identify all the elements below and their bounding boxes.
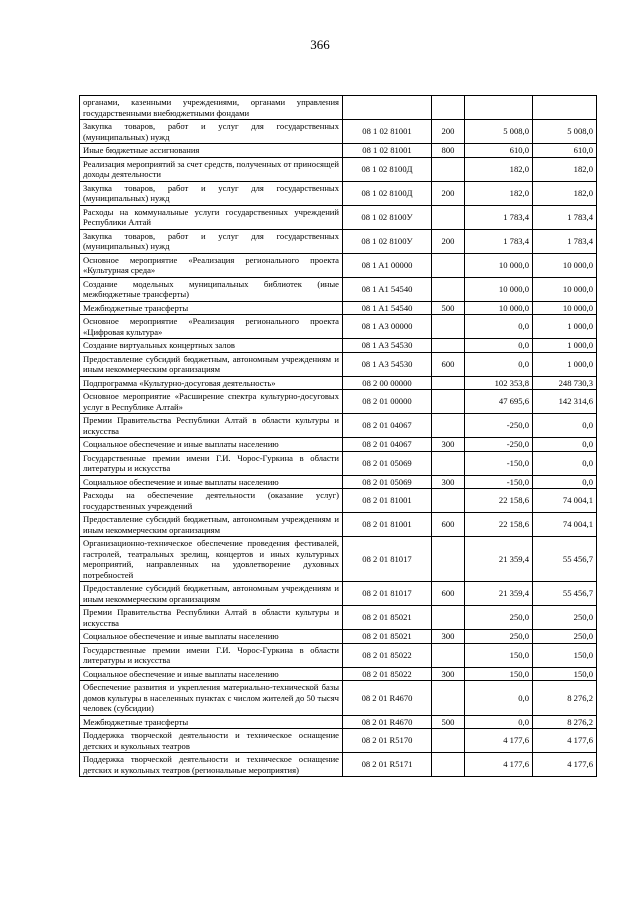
amount-second-cell: 10 000,0	[533, 277, 597, 301]
amount-first-cell: 4 177,6	[465, 753, 533, 777]
expense-type-cell	[432, 390, 465, 414]
amount-second-cell: 0,0	[533, 414, 597, 438]
table-row	[80, 315, 597, 339]
table-row	[80, 253, 597, 277]
expense-type-cell: 600	[432, 582, 465, 606]
target-article-code-cell: 08 2 01 85022	[343, 643, 432, 667]
table-row	[80, 489, 597, 513]
expense-type-cell	[432, 277, 465, 301]
table-row	[80, 339, 597, 353]
amount-first-cell: 1 783,4	[465, 205, 533, 229]
amount-first-cell: 102 353,8	[465, 376, 533, 390]
amount-first-cell: 21 359,4	[465, 537, 533, 582]
table-row	[80, 606, 597, 630]
expense-type-cell: 600	[432, 352, 465, 376]
target-article-code-cell: 08 1 A3 54530	[343, 352, 432, 376]
amount-first-cell: 47 695,6	[465, 390, 533, 414]
expense-name-cell: Премии Правительства Республики Алтай в области культуры и искусства	[80, 414, 343, 438]
expense-name-cell: Создание модельных муниципальных библиотек (иные межбюджетные трансферты)	[80, 277, 343, 301]
target-article-code-cell: 08 2 01 04067	[343, 438, 432, 452]
table-row	[80, 277, 597, 301]
expense-type-cell	[432, 96, 465, 120]
table-row	[80, 96, 597, 120]
amount-second-cell: 182,0	[533, 157, 597, 181]
target-article-code-cell: 08 1 02 8100У	[343, 205, 432, 229]
amount-second-cell: 8 276,2	[533, 681, 597, 716]
expense-name-cell: Создание виртуальных концертных залов	[80, 339, 343, 353]
table-row	[80, 157, 597, 181]
expense-name-cell: Закупка товаров, работ и услуг для государственных (муниципальных) нужд	[80, 229, 343, 253]
table-row	[80, 537, 597, 582]
expense-name-cell: Закупка товаров, работ и услуг для государственных (муниципальных) нужд	[80, 181, 343, 205]
expense-name-cell: Основное мероприятие «Реализация регионального проекта «Культурная среда»	[80, 253, 343, 277]
target-article-code-cell: 08 2 01 00000	[343, 390, 432, 414]
table-row	[80, 205, 597, 229]
table-row	[80, 352, 597, 376]
expense-name-cell: Социальное обеспечение и иные выплаты населению	[80, 475, 343, 489]
amount-second-cell: 55 456,7	[533, 582, 597, 606]
expense-type-cell	[432, 606, 465, 630]
amount-first-cell: 10 000,0	[465, 301, 533, 315]
table-row	[80, 582, 597, 606]
table-row	[80, 681, 597, 716]
expense-type-cell: 300	[432, 667, 465, 681]
expense-name-cell: Реализация мероприятий за счет средств, полученных от приносящей доходы деятельности	[80, 157, 343, 181]
target-article-code-cell: 08 1 A1 00000	[343, 253, 432, 277]
expense-type-cell: 200	[432, 229, 465, 253]
expense-name-cell: Социальное обеспечение и иные выплаты населению	[80, 667, 343, 681]
expense-type-cell: 300	[432, 475, 465, 489]
amount-second-cell: 610,0	[533, 144, 597, 158]
target-article-code-cell: 08 2 01 R5171	[343, 753, 432, 777]
table-row	[80, 181, 597, 205]
table-row	[80, 643, 597, 667]
expense-type-cell	[432, 489, 465, 513]
expense-type-cell: 500	[432, 715, 465, 729]
target-article-code-cell: 08 2 01 05069	[343, 475, 432, 489]
expense-type-cell	[432, 339, 465, 353]
amount-first-cell: -150,0	[465, 451, 533, 475]
amount-second-cell: 142 314,6	[533, 390, 597, 414]
amount-second-cell: 182,0	[533, 181, 597, 205]
amount-second-cell: 1 000,0	[533, 339, 597, 353]
budget-table-body	[80, 96, 597, 777]
amount-second-cell: 4 177,6	[533, 753, 597, 777]
table-row	[80, 667, 597, 681]
target-article-code-cell: 08 2 01 81017	[343, 537, 432, 582]
table-row	[80, 414, 597, 438]
expense-type-cell	[432, 753, 465, 777]
target-article-code-cell: 08 1 A3 00000	[343, 315, 432, 339]
amount-second-cell: 8 276,2	[533, 715, 597, 729]
amount-first-cell: 21 359,4	[465, 582, 533, 606]
amount-second-cell: 1 000,0	[533, 315, 597, 339]
page-number: 366	[310, 37, 330, 52]
expense-name-cell: Межбюджетные трансферты	[80, 301, 343, 315]
target-article-code-cell: 08 1 02 8100Д	[343, 181, 432, 205]
expense-type-cell: 800	[432, 144, 465, 158]
amount-second-cell: 1 783,4	[533, 205, 597, 229]
amount-first-cell: 0,0	[465, 315, 533, 339]
table-row	[80, 120, 597, 144]
expense-type-cell	[432, 315, 465, 339]
table-row	[80, 390, 597, 414]
target-article-code-cell: 08 1 A3 54530	[343, 339, 432, 353]
expense-name-cell: Расходы на обеспечение деятельности (оказание услуг) государственных учреждений	[80, 489, 343, 513]
amount-second-cell: 5 008,0	[533, 120, 597, 144]
expense-type-cell: 300	[432, 438, 465, 452]
expense-type-cell	[432, 451, 465, 475]
expense-name-cell: Закупка товаров, работ и услуг для государственных (муниципальных) нужд	[80, 120, 343, 144]
amount-first-cell: 150,0	[465, 667, 533, 681]
target-article-code-cell: 08 1 02 8100Д	[343, 157, 432, 181]
expense-type-cell: 200	[432, 120, 465, 144]
amount-second-cell: 250,0	[533, 606, 597, 630]
amount-second-cell: 74 004,1	[533, 513, 597, 537]
expense-name-cell: Социальное обеспечение и иные выплаты населению	[80, 630, 343, 644]
target-article-code-cell: 08 2 01 81017	[343, 582, 432, 606]
target-article-code-cell: 08 2 01 05069	[343, 451, 432, 475]
expense-name-cell: Поддержка творческой деятельности и техническое оснащение детских и кукольных театров	[80, 729, 343, 753]
expense-name-cell: Поддержка творческой деятельности и техническое оснащение детских и кукольных театров (региональные мероприятия)	[80, 753, 343, 777]
target-article-code-cell: 08 2 01 81001	[343, 513, 432, 537]
expense-type-cell	[432, 157, 465, 181]
expense-type-cell: 200	[432, 181, 465, 205]
amount-first-cell: 1 783,4	[465, 229, 533, 253]
budget-table	[79, 95, 597, 777]
expense-type-cell	[432, 729, 465, 753]
target-article-code-cell: 08 2 01 R4670	[343, 715, 432, 729]
expense-name-cell: Предоставление субсидий бюджетным, автономным учреждениям и иным некоммерческим организациям	[80, 352, 343, 376]
amount-second-cell: 248 730,3	[533, 376, 597, 390]
expense-name-cell: Межбюджетные трансферты	[80, 715, 343, 729]
amount-first-cell: 150,0	[465, 643, 533, 667]
target-article-code-cell: 08 1 A1 54540	[343, 301, 432, 315]
expense-name-cell: Иные бюджетные ассигнования	[80, 144, 343, 158]
amount-second-cell: 150,0	[533, 643, 597, 667]
amount-first-cell: 0,0	[465, 681, 533, 716]
expense-type-cell	[432, 376, 465, 390]
target-article-code-cell: 08 1 02 8100У	[343, 229, 432, 253]
amount-second-cell: 1 000,0	[533, 352, 597, 376]
amount-first-cell: 22 158,6	[465, 513, 533, 537]
expense-type-cell	[432, 537, 465, 582]
expense-name-cell: Предоставление субсидий бюджетным, автономным учреждениям и иным некоммерческим организациям	[80, 582, 343, 606]
amount-second-cell: 10 000,0	[533, 301, 597, 315]
target-article-code-cell: 08 2 01 85021	[343, 606, 432, 630]
expense-type-cell: 600	[432, 513, 465, 537]
expense-name-cell: Основное мероприятие «Расширение спектра культурно-досуговых услуг в Республике Алтай»	[80, 390, 343, 414]
amount-first-cell	[465, 96, 533, 120]
expense-type-cell: 300	[432, 630, 465, 644]
expense-name-cell: Государственные премии имени Г.И. Чорос-Гуркина в области литературы и искусства	[80, 451, 343, 475]
amount-first-cell: -150,0	[465, 475, 533, 489]
expense-name-cell: Основное мероприятие «Реализация регионального проекта «Цифровая культура»	[80, 315, 343, 339]
table-row	[80, 376, 597, 390]
table-row	[80, 438, 597, 452]
amount-second-cell	[533, 96, 597, 120]
expense-type-cell	[432, 253, 465, 277]
amount-first-cell: 4 177,6	[465, 729, 533, 753]
table-row	[80, 475, 597, 489]
amount-first-cell: 610,0	[465, 144, 533, 158]
table-row	[80, 715, 597, 729]
amount-first-cell: -250,0	[465, 414, 533, 438]
amount-first-cell: 0,0	[465, 715, 533, 729]
amount-first-cell: 0,0	[465, 339, 533, 353]
amount-second-cell: 55 456,7	[533, 537, 597, 582]
amount-second-cell: 0,0	[533, 438, 597, 452]
amount-second-cell: 0,0	[533, 451, 597, 475]
expense-name-cell: Организационно-техническое обеспечение проведения фестивалей, гастролей, театральных зрелищ, концертов и иных культурных мероприятий, направленных на удовлетворение духовных потребностей	[80, 537, 343, 582]
expense-type-cell	[432, 643, 465, 667]
amount-first-cell: 250,0	[465, 630, 533, 644]
target-article-code-cell: 08 2 01 R4670	[343, 681, 432, 716]
target-article-code-cell: 08 1 02 81001	[343, 120, 432, 144]
expense-name-cell: Подпрограмма «Культурно-досуговая деятельность»	[80, 376, 343, 390]
table-row	[80, 301, 597, 315]
target-article-code-cell: 08 1 02 81001	[343, 144, 432, 158]
amount-second-cell: 4 177,6	[533, 729, 597, 753]
amount-first-cell: 0,0	[465, 352, 533, 376]
expense-type-cell	[432, 414, 465, 438]
amount-second-cell: 250,0	[533, 630, 597, 644]
expense-type-cell: 500	[432, 301, 465, 315]
target-article-code-cell: 08 2 01 85021	[343, 630, 432, 644]
table-row	[80, 229, 597, 253]
table-row	[80, 729, 597, 753]
target-article-code-cell: 08 2 00 00000	[343, 376, 432, 390]
table-row	[80, 144, 597, 158]
target-article-code-cell: 08 2 01 R5170	[343, 729, 432, 753]
expense-name-cell: Предоставление субсидий бюджетным, автономным учреждениям и иным некоммерческим организациям	[80, 513, 343, 537]
amount-first-cell: 10 000,0	[465, 277, 533, 301]
target-article-code-cell: 08 1 A1 54540	[343, 277, 432, 301]
target-article-code-cell: 08 2 01 85022	[343, 667, 432, 681]
amount-first-cell: -250,0	[465, 438, 533, 452]
expense-name-cell: Премии Правительства Республики Алтай в области культуры и искусства	[80, 606, 343, 630]
amount-first-cell: 10 000,0	[465, 253, 533, 277]
target-article-code-cell	[343, 96, 432, 120]
expense-name-cell: Обеспечение развития и укрепления материально-технической базы домов культуры в населенных пунктах с числом жителей до 50 тысяч человек (субсидии)	[80, 681, 343, 716]
table-row	[80, 513, 597, 537]
amount-second-cell: 0,0	[533, 475, 597, 489]
expense-name-cell: Расходы на коммунальные услуги государственных учреждений Республики Алтай	[80, 205, 343, 229]
expense-type-cell	[432, 681, 465, 716]
expense-name-cell: Государственные премии имени Г.И. Чорос-Гуркина в области литературы и искусства	[80, 643, 343, 667]
amount-first-cell: 182,0	[465, 181, 533, 205]
target-article-code-cell: 08 2 01 81001	[343, 489, 432, 513]
expense-type-cell	[432, 205, 465, 229]
table-row	[80, 451, 597, 475]
table-row	[80, 753, 597, 777]
expense-name-cell: Социальное обеспечение и иные выплаты населению	[80, 438, 343, 452]
table-row	[80, 630, 597, 644]
target-article-code-cell: 08 2 01 04067	[343, 414, 432, 438]
amount-second-cell: 74 004,1	[533, 489, 597, 513]
amount-second-cell: 10 000,0	[533, 253, 597, 277]
amount-first-cell: 22 158,6	[465, 489, 533, 513]
amount-second-cell: 150,0	[533, 667, 597, 681]
amount-first-cell: 5 008,0	[465, 120, 533, 144]
amount-second-cell: 1 783,4	[533, 229, 597, 253]
amount-first-cell: 182,0	[465, 157, 533, 181]
expense-name-cell: органами, казенными учреждениями, органами управления государственными внебюджетными фондами	[80, 96, 343, 120]
amount-first-cell: 250,0	[465, 606, 533, 630]
